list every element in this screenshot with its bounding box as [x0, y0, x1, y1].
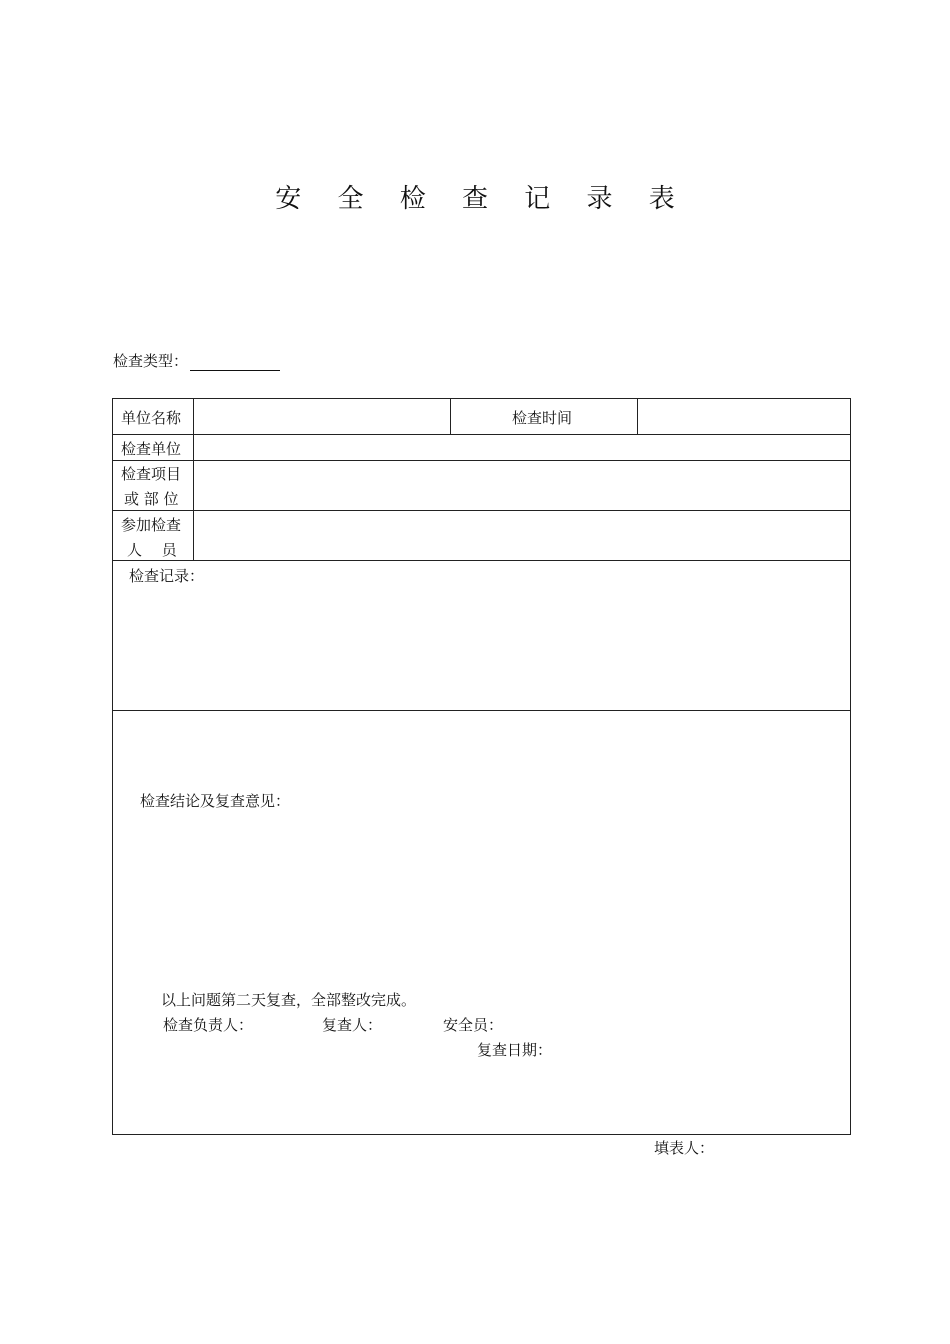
inspection-type-label: 检查类型：	[113, 352, 189, 370]
unit-name-label: 单位名称	[121, 409, 182, 427]
inspection-type-row	[113, 350, 280, 371]
unit-name-field[interactable]	[195, 400, 449, 433]
safety-officer-label: 安全员：	[443, 1016, 504, 1034]
form-filler-label: 填表人：	[654, 1139, 715, 1157]
inspecting-unit-label: 检查单位	[121, 440, 182, 458]
column-divider	[193, 399, 194, 561]
inspection-record-label: 检查记录：	[129, 567, 205, 585]
participants-label-line2: 人 员	[127, 541, 177, 559]
inspection-type-field[interactable]	[190, 354, 280, 371]
row-divider	[113, 434, 850, 435]
inspecting-unit-field[interactable]	[195, 436, 849, 459]
inspection-record-field[interactable]	[115, 589, 848, 707]
inspection-item-field[interactable]	[195, 462, 849, 509]
column-divider	[450, 399, 451, 435]
conclusion-text: 以上问题第二天复查，全部整改完成。	[161, 991, 417, 1009]
responsible-person-label: 检查负责人：	[163, 1016, 254, 1034]
inspection-item-label-line2: 或 部 位	[124, 490, 179, 508]
page-title: 安 全 检 查 记 录 表	[275, 184, 689, 214]
inspection-time-field[interactable]	[639, 400, 849, 433]
reviewer-label: 复查人：	[322, 1016, 383, 1034]
participants-label-line1: 参加检查	[121, 516, 182, 534]
inspection-item-label-line1: 检查项目	[121, 465, 182, 483]
row-divider	[113, 710, 850, 711]
participants-field[interactable]	[195, 512, 849, 559]
row-divider	[113, 560, 850, 561]
conclusion-label: 检查结论及复查意见：	[140, 792, 291, 810]
inspection-form-table	[112, 398, 851, 1135]
review-date-label: 复查日期：	[477, 1041, 553, 1059]
row-divider	[113, 510, 850, 511]
inspection-time-label: 检查时间	[512, 409, 573, 427]
row-divider	[113, 460, 850, 461]
column-divider	[637, 399, 638, 435]
